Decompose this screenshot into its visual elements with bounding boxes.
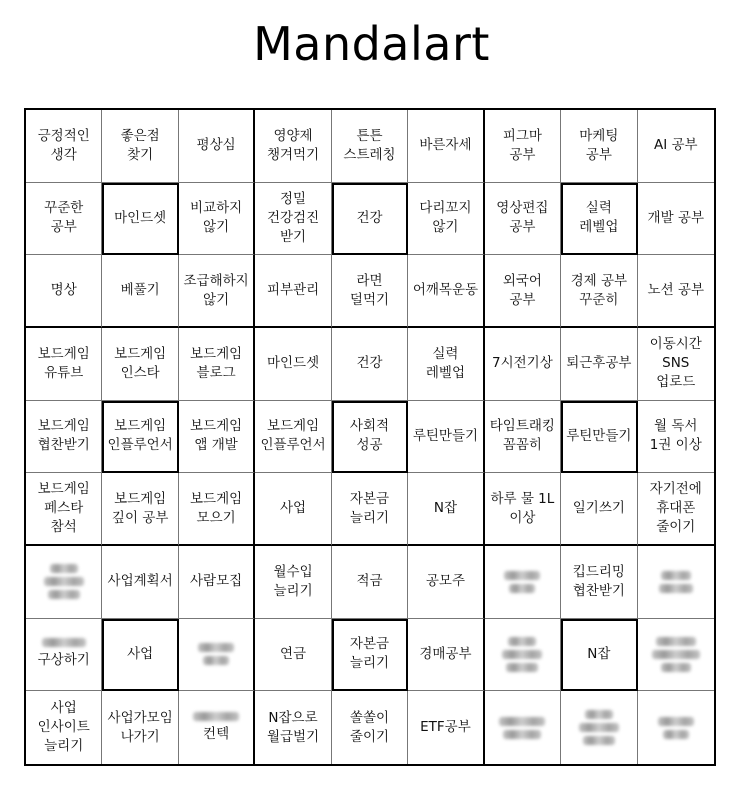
mandalart-cell <box>255 255 331 328</box>
mandalart-cell <box>179 619 255 692</box>
mandalart-cell <box>485 401 561 474</box>
blur-bar <box>198 643 234 652</box>
blurred-placeholder <box>652 637 700 672</box>
blur-bar <box>663 730 689 739</box>
mandalart-cell <box>102 110 178 183</box>
mandalart-cell <box>179 401 255 474</box>
blurred-placeholder <box>499 717 545 739</box>
cell-text: 좋은점 찾기 <box>120 127 160 163</box>
mandalart-cell <box>26 328 102 401</box>
mandalart-center-cell <box>332 183 408 256</box>
blurred-placeholder <box>38 638 90 670</box>
mandalart-cell <box>561 473 637 546</box>
mandalart-cell <box>485 546 561 619</box>
cell-text: 자기전에 휴대폰 줄이기 <box>649 481 702 536</box>
cell-text: 보드게임 깊이 공부 <box>111 490 169 526</box>
blurred-placeholder <box>198 643 234 665</box>
cell-text: 노션 공부 <box>647 282 704 299</box>
mandalart-center-cell <box>102 401 178 474</box>
mandalart-cell <box>638 619 714 692</box>
blur-bar <box>659 584 693 593</box>
cell-text: 루틴만들기 <box>566 427 632 444</box>
blur-bar <box>48 590 80 599</box>
mandalart-cell <box>638 401 714 474</box>
blur-bar <box>585 710 613 719</box>
mandalart-cell <box>332 328 408 401</box>
blur-bar <box>652 650 700 659</box>
cell-text: 마케팅 공부 <box>579 127 619 163</box>
cell-text: 보드게임 유튜브 <box>37 345 90 381</box>
blur-bar <box>508 637 536 646</box>
mandalart-cell <box>26 255 102 328</box>
mandalart-cell <box>638 546 714 619</box>
cell-text: 사회적 성공 <box>349 418 390 454</box>
mandalart-cell <box>179 546 255 619</box>
blur-bar <box>503 730 541 739</box>
cell-text: AI 공부 <box>653 137 698 154</box>
mandalart-cell <box>255 328 331 401</box>
mandalart-cell <box>408 691 484 764</box>
mandalart-cell <box>26 473 102 546</box>
mandalart-cell <box>179 183 255 256</box>
cell-text: 마인드셋 <box>114 209 167 226</box>
cell-text: 쏠쏠이 줄이기 <box>349 709 390 745</box>
mandalart-cell <box>255 183 331 256</box>
blur-bar <box>44 577 84 586</box>
mandalart-cell <box>408 255 484 328</box>
cell-text: 사업계획서 <box>107 573 173 590</box>
cell-text: 건강 <box>356 355 383 372</box>
cell-text: 평상심 <box>196 137 236 154</box>
cell-text: 외국어 공부 <box>502 272 542 308</box>
mandalart-cell <box>26 401 102 474</box>
mandalart-grid <box>24 108 716 766</box>
mandalart-cell <box>255 546 331 619</box>
cell-text: 라면 덜먹기 <box>349 272 390 308</box>
cell-text: 사람모집 <box>190 573 243 590</box>
mandalart-cell <box>255 619 331 692</box>
cell-text: N잡 <box>433 500 457 517</box>
mandalart-cell <box>179 328 255 401</box>
cell-text: 적금 <box>356 573 383 590</box>
mandalart-cell <box>102 328 178 401</box>
mandalart-cell <box>332 546 408 619</box>
cell-text: 자본금 늘리기 <box>349 490 390 526</box>
cell-text: 보드게임 앱 개발 <box>190 418 243 454</box>
cell-text: 사업 인사이트 늘리기 <box>37 700 90 755</box>
cell-text: 보드게임 블로그 <box>190 345 243 381</box>
mandalart-cell <box>485 473 561 546</box>
blur-bar <box>583 736 615 745</box>
mandalart-center-cell <box>561 183 637 256</box>
blur-bar <box>504 571 540 580</box>
mandalart-center-cell <box>561 619 637 692</box>
mandalart-cell <box>485 691 561 764</box>
cell-text: 월수입 늘리기 <box>273 563 313 599</box>
cell-text: 연금 <box>280 645 307 662</box>
blurred-placeholder <box>579 710 619 745</box>
cell-text: 킵드리밍 협찬받기 <box>572 563 625 599</box>
cell-text: 피부관리 <box>266 282 320 299</box>
cell-text: 사업가모임 나가기 <box>107 709 173 745</box>
cell-text: N잡 <box>587 645 611 662</box>
cell-text: 정밀 건강검진 받기 <box>266 190 320 245</box>
mandalart-cell <box>485 110 561 183</box>
cell-text: 건강 <box>356 209 383 226</box>
cell-text: N잡으로 월급벌기 <box>266 709 320 745</box>
blur-bar <box>661 571 691 580</box>
cell-text: 컨텍 <box>203 725 230 742</box>
mandalart-cell <box>561 691 637 764</box>
mandalart-cell <box>332 473 408 546</box>
mandalart-cell <box>26 546 102 619</box>
blur-bar <box>502 650 542 659</box>
mandalart-cell <box>102 691 178 764</box>
mandalart-cell <box>255 473 331 546</box>
mandalart-cell <box>561 255 637 328</box>
cell-text: 자본금 늘리기 <box>349 636 390 672</box>
blur-bar <box>193 712 239 721</box>
mandalart-cell <box>638 255 714 328</box>
mandalart-center-cell <box>102 183 178 256</box>
mandalart-cell <box>408 110 484 183</box>
mandalart-cell <box>408 328 484 401</box>
mandalart-cell <box>26 691 102 764</box>
mandalart-cell <box>332 691 408 764</box>
mandalart-cell <box>408 619 484 692</box>
mandalart-cell <box>638 110 714 183</box>
cell-text: 마인드셋 <box>266 355 320 372</box>
blurred-placeholder <box>44 564 84 599</box>
cell-text: 보드게임 인플루언서 <box>260 418 326 454</box>
mandalart-cell <box>26 183 102 256</box>
mandalart-cell <box>179 473 255 546</box>
cell-text: 다리꼬지 않기 <box>419 200 472 236</box>
mandalart-cell <box>408 546 484 619</box>
page-title: Mandalart <box>253 17 490 71</box>
cell-text: ETF공부 <box>420 719 471 736</box>
cell-text: 사업 <box>280 500 307 517</box>
mandalart-center-cell <box>102 619 178 692</box>
mandalart-cell <box>561 546 637 619</box>
mandalart-cell <box>638 691 714 764</box>
cell-text: 비교하지 않기 <box>190 200 243 236</box>
mandalart-cell <box>26 110 102 183</box>
mandalart-cell <box>179 691 255 764</box>
cell-text: 보드게임 협찬받기 <box>37 418 90 454</box>
mandalart-cell <box>408 183 484 256</box>
cell-text: 긍정적인 생각 <box>37 127 90 163</box>
mandalart-cell <box>561 110 637 183</box>
blur-bar <box>50 564 78 573</box>
mandalart-center-cell <box>332 401 408 474</box>
blur-bar <box>42 638 86 647</box>
mandalart-cell <box>485 183 561 256</box>
cell-text: 개발 공부 <box>647 209 704 226</box>
mandalart-cell <box>102 473 178 546</box>
cell-text: 루틴만들기 <box>412 427 479 444</box>
cell-text: 공모주 <box>425 573 465 590</box>
mandalart-cell <box>485 328 561 401</box>
cell-text: 명상 <box>50 282 77 299</box>
mandalart-cell <box>179 255 255 328</box>
cell-text: 영상편집 공부 <box>496 200 549 236</box>
cell-text: 이동시간 SNS 업로드 <box>649 336 702 391</box>
cell-text: 보드게임 인스타 <box>114 345 167 381</box>
blurred-placeholder <box>193 712 239 744</box>
blur-bar <box>506 663 538 672</box>
cell-text: 타임트래킹 꼼꼼히 <box>489 418 555 454</box>
cell-text: 베풀기 <box>120 282 160 299</box>
cell-text: 실력 레벨업 <box>425 345 465 381</box>
cell-text: 피그마 공부 <box>502 127 542 163</box>
blur-bar <box>579 723 619 732</box>
cell-text: 보드게임 인플루언서 <box>107 418 173 454</box>
cell-text: 어깨목운동 <box>412 282 479 299</box>
cell-text: 하루 물 1L 이상 <box>490 490 555 526</box>
cell-text: 조급해하지 않기 <box>183 272 249 308</box>
mandalart-cell <box>255 691 331 764</box>
mandalart-cell <box>638 183 714 256</box>
blurred-placeholder <box>658 717 694 739</box>
cell-text: 월 독서 1권 이상 <box>649 418 702 454</box>
blur-bar <box>203 656 229 665</box>
mandalart-cell <box>561 328 637 401</box>
cell-text: 영양제 챙겨먹기 <box>266 127 320 163</box>
blur-bar <box>499 717 545 726</box>
cell-text: 경제 공부 꾸준히 <box>570 272 628 308</box>
cell-text: 바른자세 <box>419 137 472 154</box>
mandalart-cell <box>26 619 102 692</box>
mandalart-center-cell <box>561 401 637 474</box>
cell-text: 일기쓰기 <box>572 500 625 517</box>
blur-bar <box>661 663 691 672</box>
cell-text: 보드게임 모으기 <box>190 490 243 526</box>
mandalart-cell <box>255 401 331 474</box>
blurred-placeholder <box>502 637 542 672</box>
mandalart-cell <box>638 328 714 401</box>
mandalart-cell <box>179 110 255 183</box>
mandalart-cell <box>485 619 561 692</box>
mandalart-cell <box>638 473 714 546</box>
mandalart-center-cell <box>332 619 408 692</box>
mandalart-cell <box>485 255 561 328</box>
blurred-placeholder <box>659 571 693 593</box>
mandalart-cell <box>408 401 484 474</box>
cell-text: 7시전기상 <box>492 355 553 372</box>
cell-text: 보드게임 페스타 참석 <box>37 481 90 536</box>
mandalart-cell <box>255 110 331 183</box>
blurred-placeholder <box>504 571 540 593</box>
blur-bar <box>658 717 694 726</box>
blur-bar <box>509 584 535 593</box>
blur-bar <box>656 637 696 646</box>
cell-text: 퇴근후공부 <box>566 355 632 372</box>
cell-text: 구상하기 <box>37 652 90 669</box>
cell-text: 경매공부 <box>419 645 472 662</box>
cell-text: 튼튼 스트레칭 <box>343 127 396 163</box>
mandalart-cell <box>332 255 408 328</box>
mandalart-cell <box>102 546 178 619</box>
cell-text: 실력 레벨업 <box>579 200 619 236</box>
cell-text: 사업 <box>127 645 154 662</box>
mandalart-cell <box>332 110 408 183</box>
mandalart-cell <box>408 473 484 546</box>
mandalart-cell <box>102 255 178 328</box>
cell-text: 꾸준한 공부 <box>44 200 84 236</box>
